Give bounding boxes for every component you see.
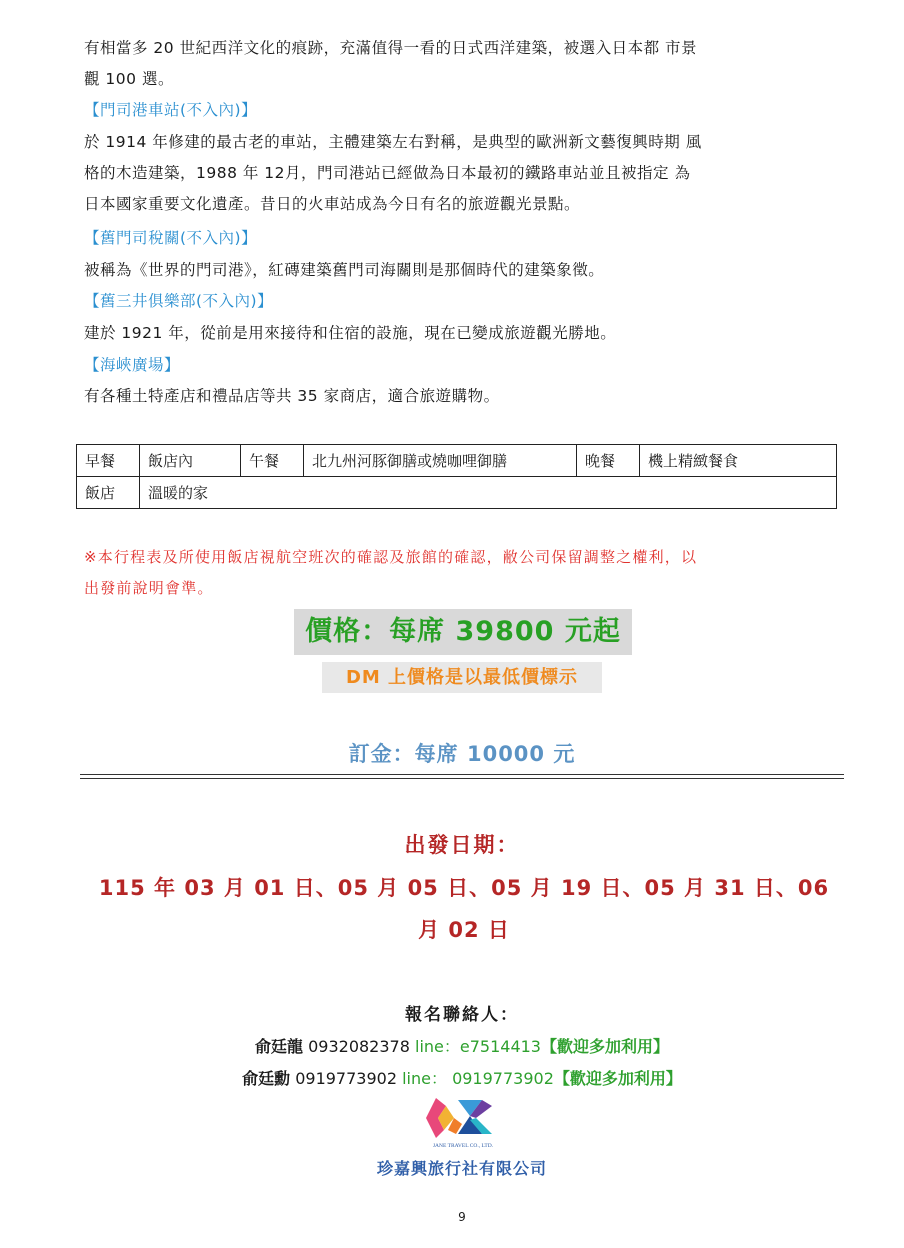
paragraph-line: 於 1914 年修建的最古老的車站，主體建築左右對稱，是典型的歐洲新文藝復興時期 風 [84,133,702,151]
departure-title: 出發日期： [404,833,520,857]
company-name: 珍嘉興旅行社有限公司 [376,1159,547,1178]
table-row [77,477,837,509]
hotel-value: 溫暖的家 [140,477,837,509]
contact-phone[interactable]: 0919773902 [290,1069,398,1088]
paragraph-line: 建於 1921 年，從前是用來接待和住宿的設施，現在已變成旅遊觀光勝地。 [84,324,617,342]
dinner-value: 機上精緻餐食 [640,445,837,477]
welcome-note: 【歡迎多加利用】 [553,1069,682,1088]
company-logo [418,1094,508,1150]
section-heading-mitsui-club: 【舊三井俱樂部(不入內)】 [84,292,274,310]
paragraph-line: 被稱為《世界的門司港》，紅磚建築舊門司海關則是那個時代的建築象徵。 [84,261,605,279]
deposit-text: 訂金：每席 10000 元 [348,742,576,766]
contact-row [0,1066,904,1089]
lunch-label: 午餐 [241,445,304,477]
line-id: 0919773902 [446,1069,554,1088]
breakfast-label: 早餐 [77,445,140,477]
notice-line: 出發前說明會準。 [84,579,214,597]
line-id: e7514413 [459,1037,541,1056]
line-label: line： [397,1069,447,1088]
divider [80,774,844,779]
departure-dates: 月 02 日 [418,918,510,942]
departure-dates: 115 年 03 月 01 日、05 月 05 日、05 月 19 日、05 月 31 日、06 [98,876,830,900]
logo-text: JANE TRAVEL CO., LTD. [432,1143,494,1149]
line-label: line： [409,1037,460,1056]
table-row [77,445,837,477]
contact-name: 俞廷勳 [242,1069,291,1088]
page-number: 9 [458,1210,466,1224]
paragraph-line: 日本國家重要文化遺產。昔日的火車站成為今日有名的旅遊觀光景點。 [84,195,581,213]
section-heading-customs: 【舊門司稅關(不入內)】 [84,229,258,247]
contact-name: 俞廷龍 [255,1037,304,1056]
notice-line: ※本行程表及所使用飯店視航空班次的確認及旅館的確認，敝公司保留調整之權利，以 [84,548,698,566]
dinner-label: 晚餐 [577,445,640,477]
paragraph-line: 有各種土特產店和禮品店等共 35 家商店，適合旅遊購物。 [84,387,500,405]
hotel-label: 飯店 [77,477,140,509]
lunch-value: 北九州河豚御膳或燒咖哩御膳 [304,445,577,477]
paragraph-line: 格的木造建築，1988 年 12月，門司港站已經做為日本最初的鐵路車站並且被指定 為 [84,164,691,182]
meals-table [76,444,837,509]
price-banner: 價格：每席 39800 元起 [294,609,632,655]
contact-title: 報名聯絡人： [405,1005,519,1025]
contact-row [0,1034,904,1057]
breakfast-value: 飯店內 [140,445,241,477]
paragraph-line: 有相當多 20 世紀西洋文化的痕跡，充滿值得一看的日式西洋建築，被選入日本都 市景 [84,39,698,57]
dm-price-note: DM 上價格是以最低價標示 [322,662,602,693]
welcome-note: 【歡迎多加利用】 [540,1037,669,1056]
paragraph-line: 觀 100 選。 [84,70,174,88]
section-heading-plaza: 【海峽廣場】 [84,356,181,374]
section-heading-mojiko-station: 【門司港車站(不入內)】 [84,101,258,119]
contact-phone[interactable]: 0932082378 [303,1037,410,1056]
